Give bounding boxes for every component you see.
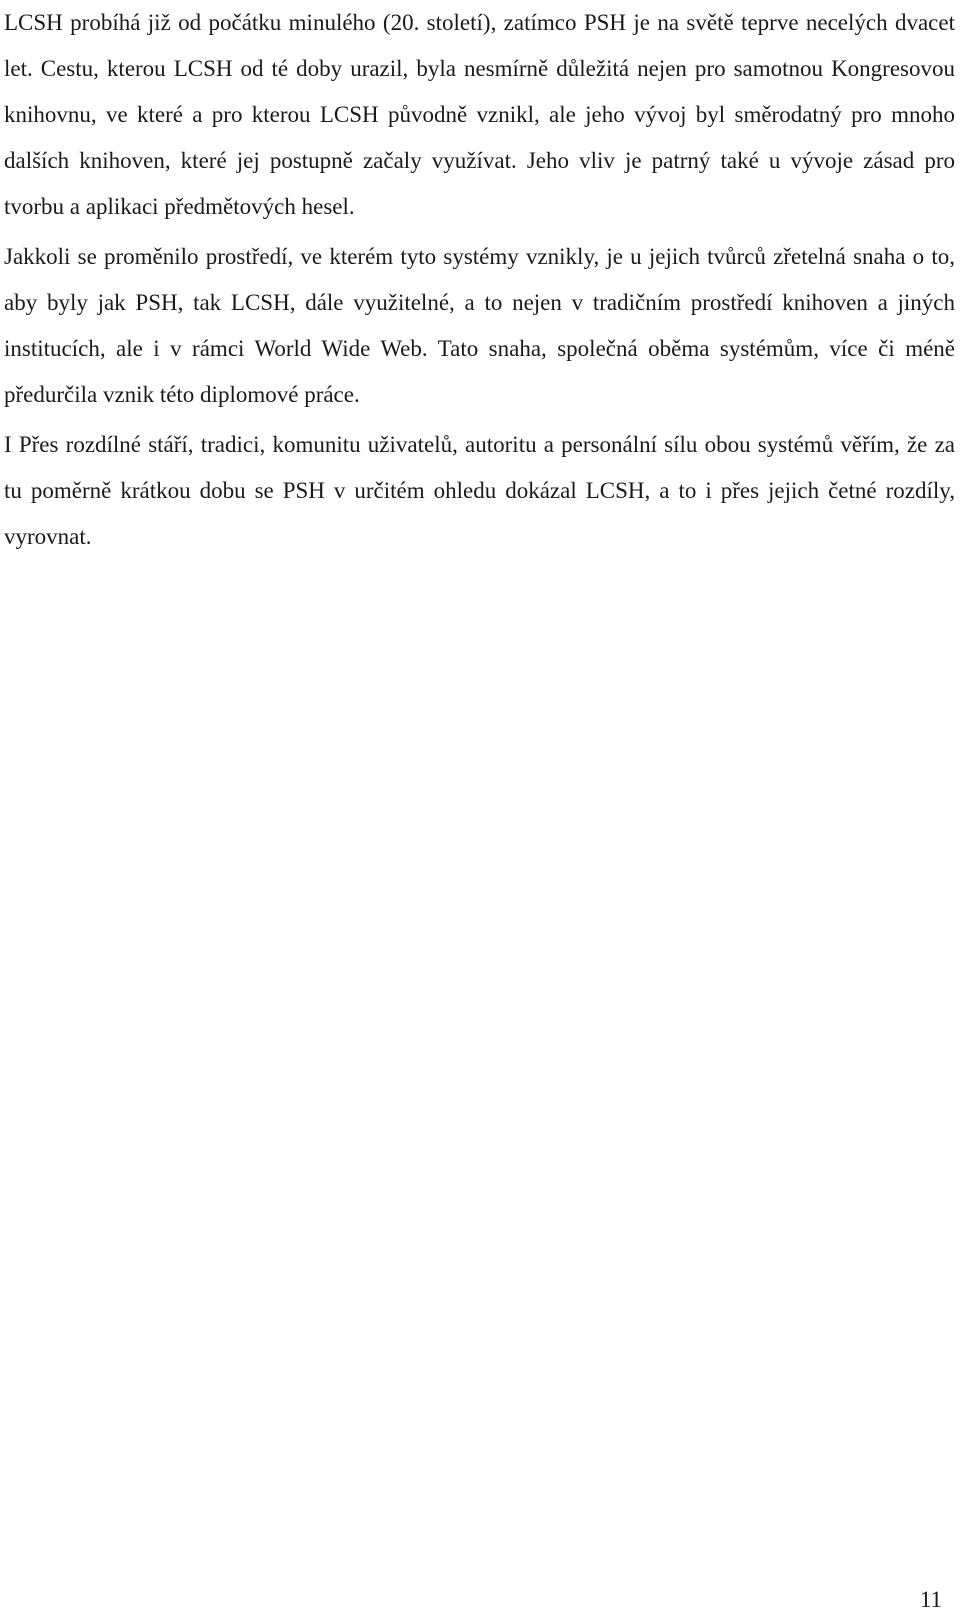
page-number: 11 xyxy=(919,1587,942,1612)
paragraph-3: I Přes rozdílné stáří, tradici, komunitu uživatelů, autoritu a personální sílu obou systémů věřím, že za tu poměrně krátkou dobu se PSH v určitém ohledu dokázal LCSH, a to i přes jejich četné rozdíly, vyrovnat. xyxy=(4,432,955,549)
document-body xyxy=(4,0,955,560)
paragraph-2: Jakkoli se proměnilo prostředí, ve kterém tyto systémy vznikly, je u jejich tvůrců zřetelná snaha o to, aby byly jak PSH, tak LCSH, dále využitelné, a to nejen v tradičním prostředí knihoven a jiných institucích, ale i v rámci World Wide Web. Tato snaha, společná oběma systémům, více či méně předurčila vznik této diplomové práce. xyxy=(4,244,955,407)
paragraph-1: LCSH probíhá již od počátku minulého (20. století), zatímco PSH je na světě teprve necelých dvacet let. Cestu, kterou LCSH od té doby urazil, byla nesmírně důležitá nejen pro samotnou Kongresovou knihovnu, ve které a pro kterou LCSH původně vznikl, ale jeho vývoj byl směrodatný pro mnoho dalších knihoven, které jej postupně začaly využívat. Jeho vliv je patrný také u vývoje zásad pro tvorbu a aplikaci předmětových hesel. xyxy=(4,10,955,219)
